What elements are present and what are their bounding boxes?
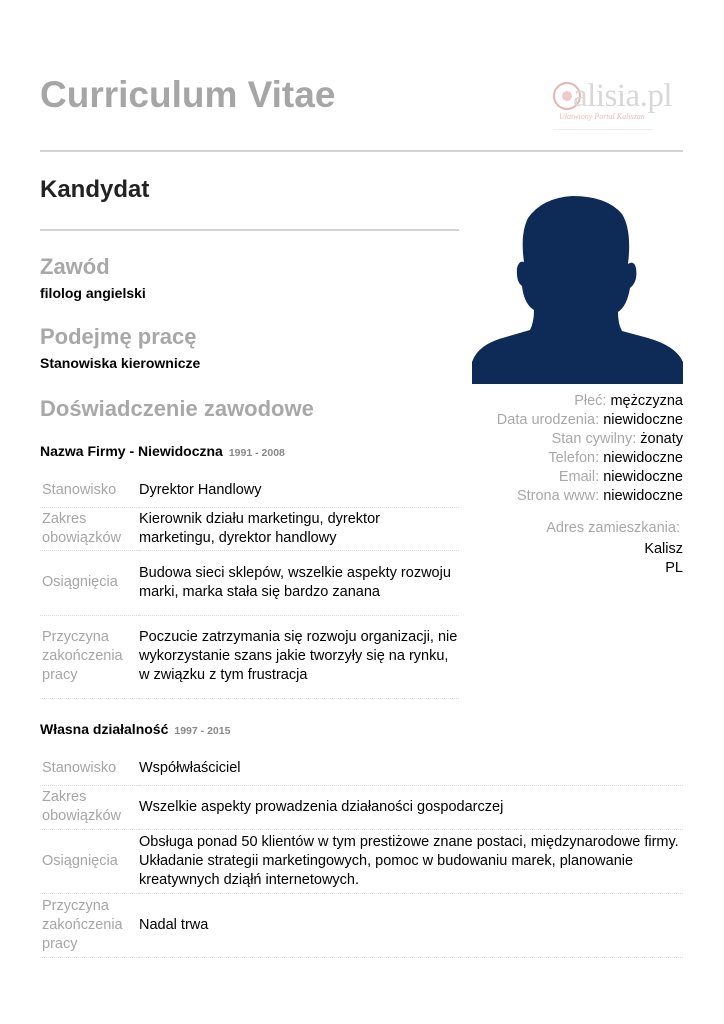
info-row-gender: [470, 392, 683, 411]
table-row: [40, 507, 459, 550]
address-country: PL: [665, 560, 683, 576]
table-row: [40, 615, 459, 698]
info-label: Płeć:: [574, 393, 607, 409]
table-row: [40, 550, 459, 615]
logo-divider: [553, 129, 653, 130]
job-years: 1997 - 2015: [174, 725, 231, 737]
row-label: Zakres obowiązków: [40, 507, 139, 550]
job-heading: [40, 721, 230, 737]
row-value: Dyrektor Handlowy: [139, 474, 459, 507]
address-city: Kalisz: [644, 541, 683, 557]
job-details-table: [40, 753, 683, 958]
logo-wordmark: alisia.pl: [573, 78, 673, 114]
experience-heading: Doświadczenie zawodowe: [40, 396, 314, 421]
page-title: Curriculum Vitae: [40, 74, 336, 115]
personal-info: [470, 392, 683, 506]
info-value: mężczyzna: [610, 393, 683, 409]
info-row-phone: [470, 449, 683, 468]
logo-tagline: Ułatwiony Portal Kaliszan: [559, 112, 645, 121]
row-label: Przyczyna zakończenia pracy: [40, 615, 139, 698]
job-years: 1991 - 2008: [228, 447, 285, 459]
info-label: Strona www:: [516, 488, 600, 504]
info-value: żonaty: [640, 431, 683, 447]
info-row-birthdate: [470, 411, 683, 430]
row-value: Wszelkie aspekty prowadzenia działaności gospodarczej: [139, 785, 683, 829]
job-company: Własna działalność: [40, 721, 169, 737]
info-label: Stan cywilny:: [551, 431, 637, 447]
table-row: [40, 474, 459, 507]
info-value: niewidoczne: [603, 450, 683, 466]
candidate-divider: [40, 229, 459, 231]
row-label: Stanowisko: [40, 753, 139, 785]
header-divider: [40, 150, 683, 152]
profession-heading: Zawód: [40, 254, 110, 279]
site-logo[interactable]: [553, 78, 685, 124]
candidate-heading: Kandydat: [40, 176, 150, 203]
info-value: niewidoczne: [603, 412, 683, 428]
info-value: niewidoczne: [603, 488, 683, 504]
profession-value: filolog angielski: [40, 285, 146, 301]
info-row-email: [470, 468, 683, 487]
row-value: Nadal trwa: [139, 893, 683, 957]
row-label: Osiągnięcia: [40, 550, 139, 615]
job-company: Nazwa Firmy - Niewidoczna: [40, 443, 223, 459]
job-details-table: [40, 474, 459, 699]
person-silhouette-icon: [472, 194, 683, 384]
info-row-marital: [470, 430, 683, 449]
info-label: Email:: [558, 469, 600, 485]
seeking-heading: Podejmę pracę: [40, 324, 197, 349]
table-row: [40, 785, 683, 829]
row-value: Budowa sieci sklepów, wszelkie aspekty rozwoju marki, marka stała się bardzo zanana: [139, 550, 459, 615]
row-value: Współwłaściciel: [139, 753, 683, 785]
info-label: Telefon:: [548, 450, 600, 466]
info-value: niewidoczne: [603, 469, 683, 485]
table-row: [40, 829, 683, 893]
job-heading: [40, 443, 285, 459]
row-label: Przyczyna zakończenia pracy: [40, 893, 139, 957]
row-value: Kierownik działu marketingu, dyrektor marketingu, dyrektor handlowy: [139, 507, 459, 550]
address-value: [470, 540, 683, 578]
table-row: [40, 753, 683, 785]
row-label: Stanowisko: [40, 474, 139, 507]
info-row-website: [470, 487, 683, 506]
row-value: Obsługa ponad 50 klientów w tym prestiżowe znane postaci, międzynarodowe firmy. Układanie strategii marketingowych, pomoc w budowaniu marek, planowanie kreatywnych dziąłń internetowych.: [139, 829, 683, 893]
row-value: Poczucie zatrzymania się rozwoju organizacji, nie wykorzystanie szans jakie tworzyły się na rynku, w związku z tym frustracja: [139, 615, 459, 698]
table-row: [40, 893, 683, 957]
seeking-value: Stanowiska kierownicze: [40, 355, 201, 371]
info-label: Data urodzenia:: [496, 412, 600, 428]
row-label: Zakres obowiązków: [40, 785, 139, 829]
row-label: Osiągnięcia: [40, 829, 139, 893]
address-label: Adres zamieszkania:: [546, 520, 680, 536]
